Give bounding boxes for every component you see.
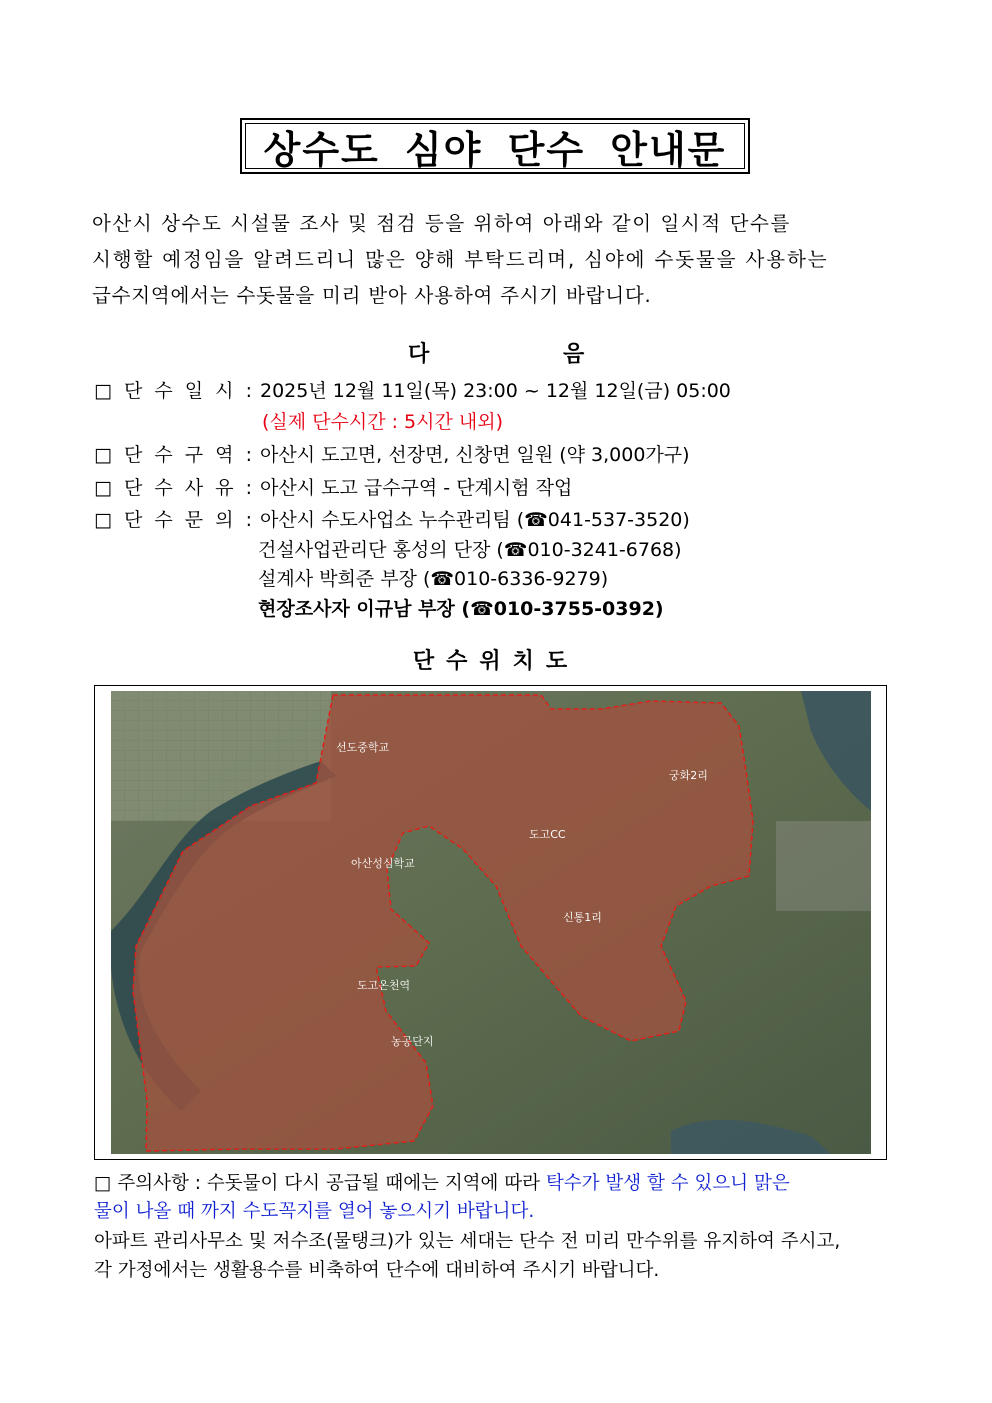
area-value: 아산시 도고면, 선장면, 신창면 일원 (약 3,000가구) xyxy=(260,444,690,466)
contact-line-2: 건설사업관리단 홍성의 단장 (☎010-3241-6768) xyxy=(258,539,682,561)
area-label: □ 단 수 구 역 : xyxy=(94,444,255,466)
reason-value: 아산시 도고 급수구역 - 단계시험 작업 xyxy=(260,477,573,499)
map-heading: 단수위치도 xyxy=(412,649,580,674)
intro-line-2: 시행할 예정임을 알려드리니 많은 양해 부탁드리며, 심야에 수돗물을 사용하는 xyxy=(92,248,829,271)
notice-line-1-a: □ 주의사항 : 수돗물이 다시 공급될 때에는 지역에 따라 xyxy=(94,1173,546,1194)
intro-paragraph xyxy=(92,206,892,314)
map-label-industrial-complex: 농공단지 xyxy=(391,1035,434,1048)
map-label-sintong-1ri: 신통1리 xyxy=(563,911,602,924)
dayeum-right: 음 xyxy=(563,342,585,367)
map-label-dogo-station: 도고온천역 xyxy=(357,979,411,992)
map-frame xyxy=(94,685,887,1160)
intro-line-3: 급수지역에서는 수돗물을 미리 받아 사용하여 주시기 바랍니다. xyxy=(92,284,652,307)
notice-line-3: 아파트 관리사무소 및 저수조(물탱크)가 있는 세대는 단수 전 미리 만수위를 유지하여 주시고, xyxy=(94,1231,841,1252)
reason-row xyxy=(94,473,572,500)
datetime-value: 2025년 12월 11일(목) 23:00 ~ 12월 12일(금) 05:00 xyxy=(260,380,731,402)
contact-line-3: 설계사 박희준 부장 (☎010-6336-9279) xyxy=(258,568,609,590)
reason-label: □ 단 수 사 유 : xyxy=(94,477,255,499)
page-title: 상수도 심야 단수 안내문 xyxy=(245,123,745,169)
contact-line-4: 현장조사자 이규남 부장 (☎010-3755-0392) xyxy=(258,598,664,620)
datetime-row xyxy=(94,376,731,403)
contact-line-1: 아산시 수도사업소 누수관리팀 (☎041-537-3520) xyxy=(260,509,690,531)
notice-line-1-b: 탁수가 발생 할 수 있으니 맑은 xyxy=(545,1173,790,1194)
map-label-dogo-cc: 도고CC xyxy=(529,828,566,841)
datetime-note: (실제 단수시간 : 5시간 내외) xyxy=(262,411,504,433)
notice-line-2: 물이 나올 때 까지 수도꼭지를 열어 놓으시기 바랍니다. xyxy=(94,1201,535,1222)
map-label-seongsim-school: 아산성심학교 xyxy=(351,857,415,870)
notice-line-4: 각 가정에서는 생활용수를 비축하여 단수에 대비하여 주시기 바랍니다. xyxy=(94,1260,660,1281)
datetime-label: □ 단 수 일 시 : xyxy=(94,380,255,402)
title-box xyxy=(240,118,750,174)
map-label-seondo-school: 선도중학교 xyxy=(336,741,390,754)
dayeum-left: 다 xyxy=(408,342,430,367)
contact-row xyxy=(94,505,690,532)
contact-label: □ 단 수 문 의 : xyxy=(94,509,255,531)
intro-line-1: 아산시 상수도 시설물 조사 및 점검 등을 위하여 아래와 같이 일시적 단수를 xyxy=(92,212,791,235)
notice-line-1 xyxy=(94,1169,790,1195)
service-area-map xyxy=(111,691,871,1154)
area-row xyxy=(94,440,690,467)
town-right xyxy=(776,821,871,911)
map-label-gunghwa-2ri: 궁화2리 xyxy=(669,769,708,782)
